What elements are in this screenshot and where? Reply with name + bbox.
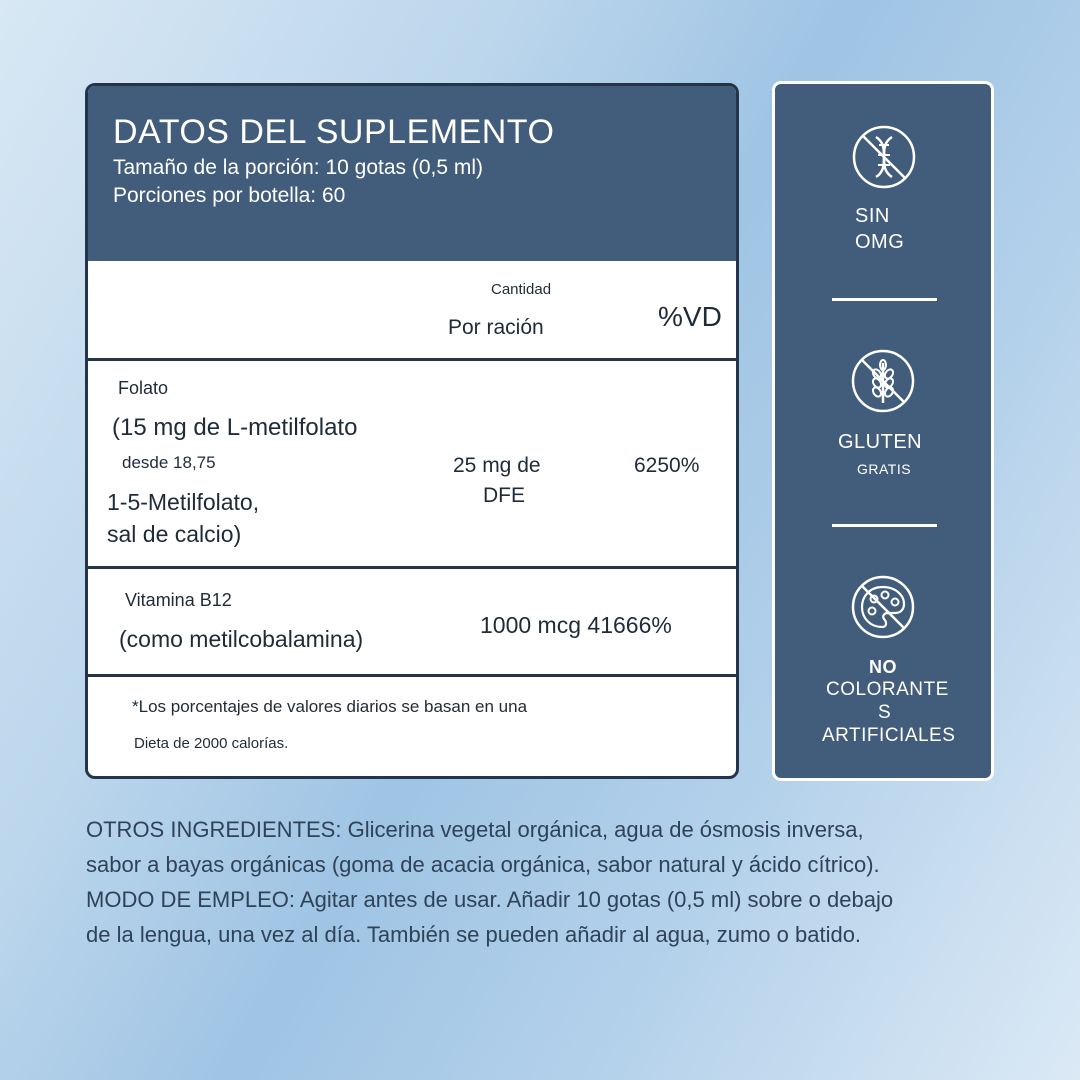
folate-dv: 6250% (634, 454, 700, 477)
gluten-line-1: GLUTEN (838, 431, 923, 453)
no-palette-icon (851, 575, 915, 639)
footnote-row (88, 674, 736, 779)
folate-amount: 25 mg de (453, 454, 541, 477)
b12-name: Vitamina B12 (125, 590, 232, 610)
amount-per-serving-label: Por ración (448, 316, 544, 339)
b12-amount-dv: 1000 mcg 41666% (480, 612, 672, 638)
serving-size: Tamaño de la porción: 10 gotas (0,5 ml) (113, 156, 484, 179)
b12-detail: (como metilcobalamina) (119, 626, 364, 652)
footnote-line-1: *Los porcentajes de valores diarios se basan en una (132, 697, 528, 716)
colors-line-4: ARTIFICIALES (822, 725, 956, 746)
directions-line: MODO DE EMPLEO: Agitar antes de usar. Añadir 10 gotas (0,5 ml) sobre o debajo (86, 887, 894, 912)
directions-line: de la lengua, una vez al día. También se pueden añadir al agua, zumo o batido. (86, 922, 862, 947)
facts-title: DATOS DEL SUPLEMENTO (113, 113, 555, 151)
footnote-line-2: Dieta de 2000 calorías. (134, 735, 289, 752)
folate-salt: sal de calcio) (107, 521, 242, 547)
no-dna-icon (852, 125, 916, 189)
folate-amount-unit: DFE (483, 484, 525, 507)
other-ingredients-text (86, 812, 1006, 952)
ingredients-line: sabor a bayas orgánicas (goma de acacia orgánica, sabor natural y ácido cítrico). (86, 852, 880, 877)
amount-small-label: Cantidad (491, 281, 552, 298)
supplement-facts-panel (85, 83, 739, 779)
facts-header (88, 86, 736, 261)
folate-name: Folato (118, 378, 169, 398)
folate-detail: (15 mg de L-metilfolato (112, 414, 358, 441)
ingredients-line: OTROS INGREDIENTES: Glicerina vegetal orgánica, agua de ósmosis inversa, (86, 817, 864, 842)
servings-per-container: Porciones por botella: 60 (113, 184, 346, 207)
badge-divider (832, 524, 937, 527)
gluten-line-2: GRATIS (857, 461, 912, 477)
daily-value-label: %VD (658, 301, 722, 332)
folate-row (88, 358, 736, 569)
folate-source: desde 18,75 (122, 453, 216, 472)
folate-compound: 1-5-Metilfolato, (107, 489, 260, 515)
colors-line-3: S (878, 702, 892, 723)
badges-panel (772, 81, 994, 781)
colors-line-2: COLORANTE (826, 679, 949, 700)
no-wheat-icon (851, 349, 915, 413)
badge-divider (832, 298, 937, 301)
b12-row (88, 566, 736, 677)
non-gmo-line-1: SIN (855, 205, 890, 227)
non-gmo-line-2: OMG (855, 231, 905, 253)
colors-line-1: NO (869, 657, 897, 677)
